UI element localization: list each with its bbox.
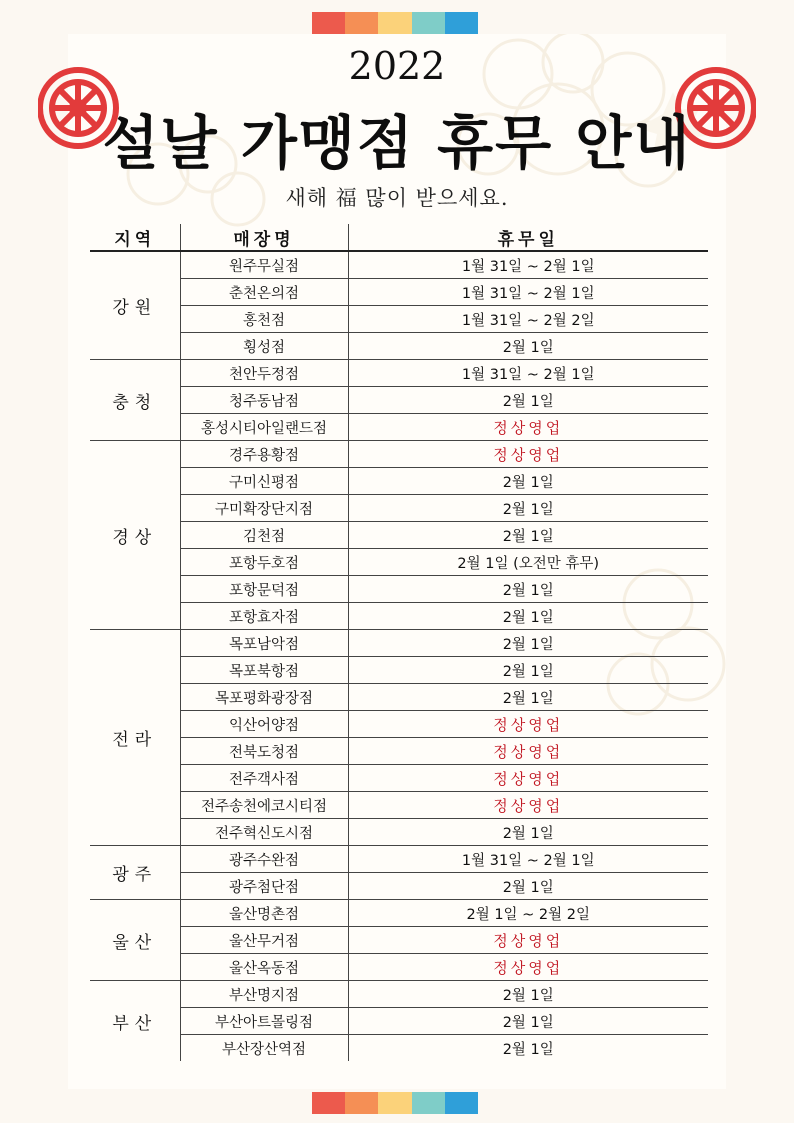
color-stripe-segment: [412, 1092, 445, 1114]
closure-date-cell: 2월 1일: [348, 468, 708, 495]
closure-date-cell: 2월 1일: [348, 657, 708, 684]
closure-date-cell: 2월 1일 (오전만 휴무): [348, 549, 708, 576]
store-name-cell: 포항효자점: [180, 603, 348, 630]
table-row: [90, 251, 708, 279]
table-row: [90, 792, 708, 819]
table-row: [90, 495, 708, 522]
store-name-cell: 부산장산역점: [180, 1035, 348, 1062]
closure-date-cell: 2월 1일: [348, 495, 708, 522]
closure-date-cell: 2월 1일: [348, 333, 708, 360]
store-name-cell: 홍성시티아일랜드점: [180, 414, 348, 441]
greeting-subtitle: 새해 福 많이 받으세요.: [285, 186, 509, 210]
store-name-cell: 청주동남점: [180, 387, 348, 414]
closure-date-cell: 1월 31일 ~ 2월 1일: [348, 846, 708, 873]
color-stripe-segment: [345, 1092, 378, 1114]
region-cell: 전라: [90, 630, 180, 846]
store-name-cell: 구미신평점: [180, 468, 348, 495]
color-stripe-segment: [312, 12, 345, 34]
closure-date-cell: 2월 1일: [348, 387, 708, 414]
store-name-cell: 포항두호점: [180, 549, 348, 576]
closure-date-cell: 2월 1일: [348, 1008, 708, 1035]
table-row: [90, 576, 708, 603]
region-cell: 강원: [90, 251, 180, 360]
table-row: [90, 630, 708, 657]
open-status-cell: 정상영업: [348, 414, 708, 441]
table-row: [90, 306, 708, 333]
store-name-cell: 홍천점: [180, 306, 348, 333]
store-name-cell: 목포북항점: [180, 657, 348, 684]
closure-date-cell: 2월 1일: [348, 630, 708, 657]
table-row: [90, 441, 708, 468]
store-name-cell: 광주수완점: [180, 846, 348, 873]
open-status-cell: 정상영업: [348, 792, 708, 819]
open-status-cell: 정상영업: [348, 441, 708, 468]
store-name-cell: 김천점: [180, 522, 348, 549]
closure-date-cell: 1월 31일 ~ 2월 1일: [348, 360, 708, 387]
table-row: [90, 468, 708, 495]
open-status-cell: 정상영업: [348, 927, 708, 954]
open-status-cell: 정상영업: [348, 738, 708, 765]
table-row: [90, 1008, 708, 1035]
store-name-cell: 울산무거점: [180, 927, 348, 954]
store-name-cell: 횡성점: [180, 333, 348, 360]
color-stripe-bottom: [312, 1092, 478, 1114]
region-cell: 경상: [90, 441, 180, 630]
year-heading: 2022: [348, 44, 446, 88]
store-name-cell: 광주첨단점: [180, 873, 348, 900]
store-name-cell: 천안두정점: [180, 360, 348, 387]
store-name-cell: 전주송천에코시티점: [180, 792, 348, 819]
table-row: [90, 765, 708, 792]
closure-date-cell: 2월 1일: [348, 873, 708, 900]
store-name-cell: 전주객사점: [180, 765, 348, 792]
store-name-cell: 구미확장단지점: [180, 495, 348, 522]
table-row: [90, 1035, 708, 1062]
color-stripe-segment: [345, 12, 378, 34]
column-header-store: 매장명: [180, 224, 348, 251]
store-name-cell: 전주혁신도시점: [180, 819, 348, 846]
color-stripe-segment: [312, 1092, 345, 1114]
table-row: [90, 414, 708, 441]
page-title: 설날 가맹점 휴무 안내: [102, 109, 692, 177]
column-header-region: 지역: [90, 224, 180, 251]
color-stripe-segment: [378, 1092, 411, 1114]
table-row: [90, 954, 708, 981]
color-stripe-top: [312, 12, 478, 34]
closure-date-cell: 2월 1일: [348, 819, 708, 846]
table-row: [90, 900, 708, 927]
closure-date-cell: 2월 1일: [348, 1035, 708, 1062]
region-cell: 충청: [90, 360, 180, 441]
open-status-cell: 정상영업: [348, 954, 708, 981]
table-row: [90, 333, 708, 360]
table-row: [90, 657, 708, 684]
closure-date-cell: 2월 1일: [348, 522, 708, 549]
table-row: [90, 279, 708, 306]
table-row: [90, 522, 708, 549]
store-name-cell: 울산옥동점: [180, 954, 348, 981]
table-row: [90, 387, 708, 414]
closure-date-cell: 2월 1일 ~ 2월 2일: [348, 900, 708, 927]
closure-date-cell: 2월 1일: [348, 576, 708, 603]
store-name-cell: 전북도청점: [180, 738, 348, 765]
table-row: [90, 846, 708, 873]
table-row: [90, 684, 708, 711]
table-body: [90, 251, 708, 1061]
color-stripe-segment: [445, 1092, 478, 1114]
closure-date-cell: 2월 1일: [348, 684, 708, 711]
table-row: [90, 603, 708, 630]
table-row: [90, 360, 708, 387]
store-name-cell: 춘천온의점: [180, 279, 348, 306]
color-stripe-segment: [412, 12, 445, 34]
region-cell: 울산: [90, 900, 180, 981]
store-name-cell: 원주무실점: [180, 251, 348, 279]
store-name-cell: 목포평화광장점: [180, 684, 348, 711]
region-cell: 부산: [112, 1013, 158, 1034]
table-row: [90, 738, 708, 765]
store-name-cell: 목포남악점: [180, 630, 348, 657]
closure-date-cell: 1월 31일 ~ 2월 1일: [348, 251, 708, 279]
closure-date-cell: 1월 31일 ~ 2월 2일: [348, 306, 708, 333]
closure-date-cell: 2월 1일: [348, 981, 708, 1008]
table-row: [90, 981, 708, 1008]
open-status-cell: 정상영업: [348, 711, 708, 738]
column-header-closure: 휴무일: [348, 224, 708, 251]
store-name-cell: 경주용황점: [180, 441, 348, 468]
store-name-cell: 포항문덕점: [180, 576, 348, 603]
table-row: [90, 711, 708, 738]
store-name-cell: 익산어양점: [180, 711, 348, 738]
closure-date-cell: 2월 1일: [348, 603, 708, 630]
store-name-cell: 부산명지점: [180, 981, 348, 1008]
color-stripe-segment: [445, 12, 478, 34]
holiday-closure-table: [90, 224, 708, 1061]
table-row: [90, 927, 708, 954]
table-row: [90, 549, 708, 576]
store-name-cell: 울산명촌점: [180, 900, 348, 927]
table-header-row: [90, 224, 708, 251]
closure-date-cell: 1월 31일 ~ 2월 1일: [348, 279, 708, 306]
table-row: [90, 819, 708, 846]
open-status-cell: 정상영업: [348, 765, 708, 792]
color-stripe-segment: [378, 12, 411, 34]
store-name-cell: 부산아트몰링점: [180, 1008, 348, 1035]
region-cell: 광주: [90, 846, 180, 900]
table-row: [90, 873, 708, 900]
